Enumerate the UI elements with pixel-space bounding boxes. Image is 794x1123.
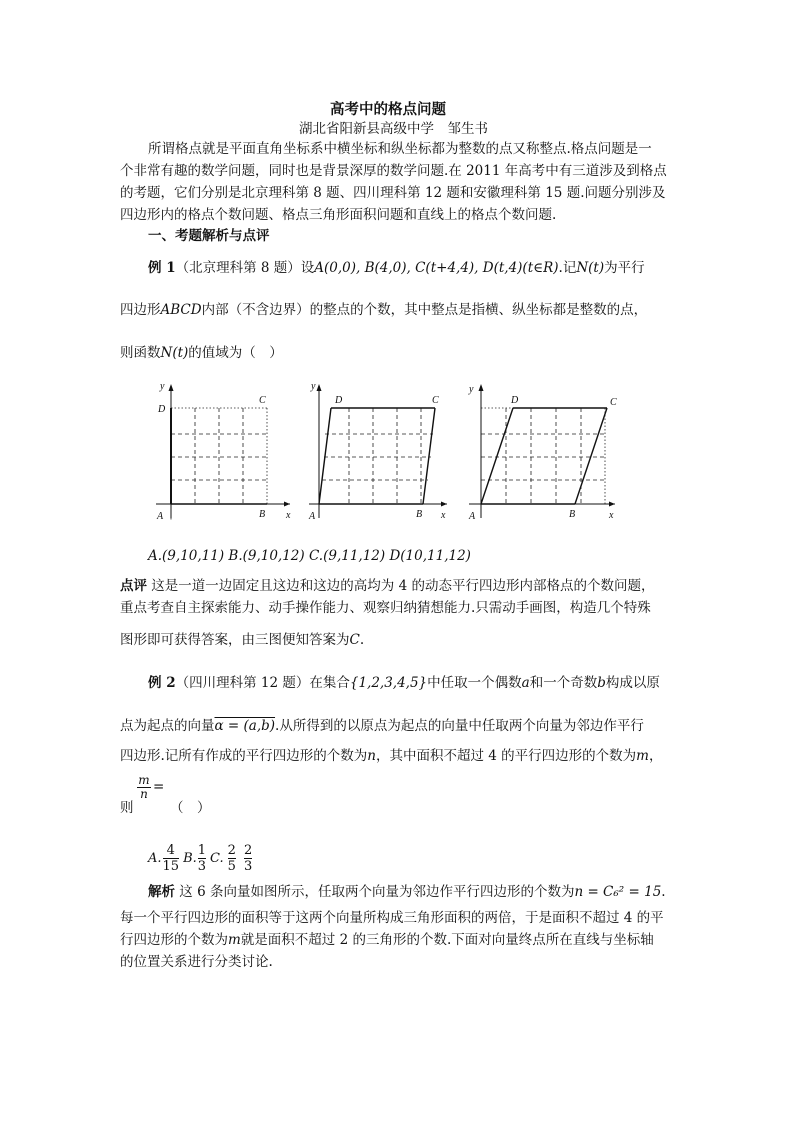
figure-1-B-label: B <box>259 509 266 520</box>
ratio-numerator: m <box>138 773 150 787</box>
option-b-num: 1 <box>197 843 207 858</box>
solution-2-line-3b: 就是面积不超过 2 的三角形的个数.下面对向量终点所在直线与坐标轴 <box>240 932 654 948</box>
option-b-den: 3 <box>197 859 207 874</box>
example-2-line-2 <box>120 718 644 734</box>
figure-3-B-label: B <box>569 509 576 520</box>
comment-1-label: 点评 <box>120 578 147 594</box>
example-1-options: A.(9,10,11) B.(9,10,12) C.(9,11,12) D(10,11,12) <box>148 548 471 564</box>
example-2-line-3b: ，其中面积不超过 4 的平行四边形的个数为 <box>376 748 637 764</box>
solution-2-formula: n = C₆² = 15 <box>574 884 662 900</box>
figure-1-C-label: C <box>259 395 266 406</box>
figure-2-A-label: A <box>309 511 316 522</box>
example-2-line-1d: 构成以原 <box>605 675 660 691</box>
solution-2-line-3a: 行四边形的个数为 <box>120 932 228 948</box>
option-d-den: 3 <box>243 859 253 874</box>
figure-1-A-label: A <box>157 511 164 522</box>
author-line: 湖北省阳新县高级中学 邹生书 <box>299 121 488 137</box>
option-a-letter: A. <box>148 851 162 866</box>
figure-3-C-label: C <box>610 397 617 408</box>
ratio-equals: = <box>153 779 165 795</box>
example-2-set: {1,2,3,4,5} <box>349 675 428 691</box>
solution-2-line-4: 的位置关系进行分类讨论. <box>120 954 273 970</box>
example-2-a: a <box>521 675 530 691</box>
figure-3-x-label: x <box>609 510 614 521</box>
example-2-line-1c: 和一个奇数 <box>529 675 598 691</box>
example-1-tail: .记 <box>558 260 577 276</box>
example-2-line-1b: 中任取一个偶数 <box>427 675 522 691</box>
example-1-points: A(0,0), B(4,0), C(t+4,4), D(t,4)(t∈R) <box>314 260 559 276</box>
option-a-den: 15 <box>162 859 180 874</box>
example-1-line-3 <box>120 345 283 361</box>
ratio-denominator: n <box>137 787 151 801</box>
comment-1-answer: C <box>349 632 360 648</box>
figure-3-parallelogram <box>465 380 625 525</box>
intro-line-3: 的考题，它们分别是北京理科第 8 题、四川理科第 12 题和安徽理科第 15 题.问题分别涉及 <box>120 185 666 201</box>
comment-1-line-1 <box>120 578 654 594</box>
example-1-line-2b: 内部（不含边界）的整点的个数，其中整点是指横、纵坐标都是整数的点， <box>201 302 648 318</box>
example-1-line-3b: 的值域为（ ） <box>188 345 283 361</box>
example-2-line-1a: （四川理科第 12 题）在集合 <box>175 675 350 691</box>
section-heading: 一、考题解析与点评 <box>148 228 270 244</box>
option-c-letter: C. <box>210 851 224 866</box>
page-title: 高考中的格点问题 <box>330 101 446 118</box>
example-2-line-2a: 点为起点的向量 <box>120 718 215 734</box>
comment-1-text-3: 图形即可获得答案，由三图便知答案为 <box>120 632 350 648</box>
example-2-m: m <box>636 748 649 764</box>
solution-2-line-1a: 这 6 条向量如图所示，任取两个向量为邻边作平行四边形的个数为 <box>175 884 575 900</box>
example-2-paren: （ ） <box>170 800 211 816</box>
example-1-Nt-2: N(t) <box>160 345 189 361</box>
example-2-line-2b: .从所得到的以原点为起点的向量中任取两个向量为邻边作平行 <box>275 718 644 734</box>
option-b-letter: B. <box>183 851 197 866</box>
example-2-line-3a: 四边形.记所有作成的平行四边形的个数为 <box>120 748 368 764</box>
figure-1-x-label: x <box>286 510 291 521</box>
example-1-label: 例 1 <box>148 260 176 276</box>
figure-2-C-label: C <box>432 395 439 406</box>
example-2-b: b <box>597 675 606 691</box>
solution-2-line-3 <box>120 932 654 948</box>
intro-line-2: 个非常有趣的数学问题，同时也是背景深厚的数学问题.在 2011 年高考中有三道涉及到格点 <box>120 163 667 179</box>
solution-2-line-2: 每一个平行四边形的面积等于这两个向量所构成三角形面积的两倍，于是面积不超过 4 的平 <box>120 910 664 926</box>
figure-2-y-label: y <box>311 381 316 392</box>
example-2-line-1 <box>148 675 660 691</box>
solution-2-line-1 <box>148 884 666 900</box>
comment-1-line-3 <box>120 632 364 648</box>
solution-2-label: 解析 <box>148 884 175 900</box>
example-1-Nt: N(t) <box>576 260 605 276</box>
ratio-fraction <box>137 774 151 801</box>
comment-1-text-1: 这是一道一边固定且这边和这边的高均为 4 的动态平行四边形内部格点的个数问题， <box>147 578 655 594</box>
figure-3-y-label: y <box>469 384 474 395</box>
option-a-num: 4 <box>166 843 175 858</box>
example-2-vector: α = (a,b) <box>214 718 276 734</box>
option-d-fraction <box>244 843 252 874</box>
solution-2-m: m <box>228 932 241 948</box>
figure-2-x-label: x <box>441 510 446 521</box>
figure-3-A-label: A <box>469 511 476 522</box>
example-2-n: n <box>367 748 376 764</box>
ratio-then: 则 <box>120 800 134 816</box>
figure-1-y-label: y <box>160 381 165 392</box>
figure-1-parallelogram <box>150 380 300 525</box>
figure-1-D-label: D <box>158 404 166 415</box>
option-c-fraction <box>228 843 236 874</box>
figure-2-B-label: B <box>416 509 423 520</box>
example-1-line-2 <box>120 302 647 318</box>
example-1-line-3a: 则函数 <box>120 345 161 361</box>
comment-1-end: . <box>359 632 365 648</box>
figure-2-parallelogram <box>305 380 455 525</box>
example-1-line-1 <box>148 260 645 276</box>
option-b-fraction <box>198 843 206 874</box>
example-2-label: 例 2 <box>148 675 176 691</box>
option-a-fraction <box>163 843 180 874</box>
figure-2-D-label: D <box>335 395 343 406</box>
figure-3-D-label: D <box>511 395 519 406</box>
comment-1-line-2: 重点考查自主探索能力、动手操作能力、观察归纳猜想能力.只需动手画图，构造几个特殊 <box>120 600 651 616</box>
example-1-tail2: 为平行 <box>604 260 645 276</box>
option-d-num: 2 <box>243 843 253 858</box>
example-2-line-3c: ， <box>648 748 663 764</box>
option-c-den: 5 <box>227 859 236 874</box>
example-2-options <box>148 843 254 874</box>
example-1-line-2a: 四边形 <box>120 302 161 318</box>
intro-line-4: 四边形内的格点个数问题、格点三角形面积问题和直线上的格点个数问题. <box>120 207 557 223</box>
solution-2-line-1b: . <box>661 884 666 900</box>
example-1-source: （北京理科第 8 题）设 <box>175 260 315 276</box>
example-2-line-3 <box>120 748 662 764</box>
example-1-abcd: ABCD <box>160 302 202 318</box>
option-c-num: 2 <box>227 843 236 858</box>
intro-line-1: 所谓格点就是平面直角坐标系中横坐标和纵坐标都为整数的点又称整点.格点问题是一 <box>148 141 652 157</box>
